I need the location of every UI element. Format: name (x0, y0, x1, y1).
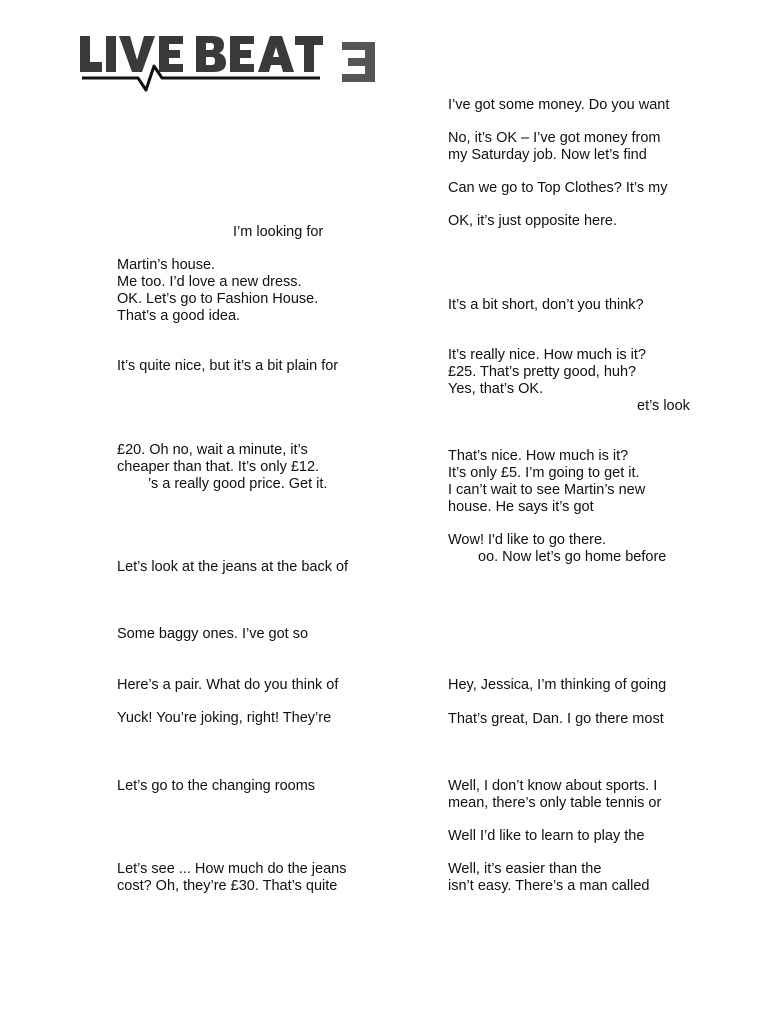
right-line-12: It’s only £5. I’m going to get it. (448, 465, 640, 481)
logo-number-three (342, 42, 375, 82)
right-line-11: That’s nice. How much is it? (448, 448, 629, 464)
right-line-5: OK, it’s just opposite here. (448, 213, 617, 229)
left-line-8: cheaper than that. It’s only £12. (117, 459, 320, 475)
right-line-17: Hey, Jessica, I’m thinking of going (448, 677, 667, 693)
left-line-11: Some baggy ones. I’ve got so (117, 626, 309, 642)
right-line-14: house. He says it’s got (448, 499, 594, 515)
logo-graphic (80, 30, 380, 100)
left-line-6: It’s quite nice, but it’s a bit plain for (117, 358, 339, 374)
left-line-14: Let’s go to the changing rooms (117, 778, 316, 794)
right-line-10: et’s look (637, 398, 690, 414)
left-line-10: Let’s look at the jeans at the back of (117, 559, 349, 575)
left-line-3: Me too. I’d love a new dress. (117, 274, 302, 290)
live-beat-logo (80, 30, 380, 100)
left-line-12: Here’s a pair. What do you think of (117, 677, 339, 693)
left-line-1: I’m looking for (233, 224, 324, 240)
right-line-13: I can’t wait to see Martin’s new (448, 482, 646, 498)
right-line-7: It’s really nice. How much is it? (448, 347, 646, 363)
right-line-20: mean, there’s only table tennis or (448, 795, 662, 811)
right-line-3: my Saturday job. Now let’s find (448, 147, 647, 163)
right-line-23: isn’t easy. There’s a man called (448, 878, 650, 894)
right-line-2: No, it’s OK – I’ve got money from (448, 130, 661, 146)
right-line-21: Well I’d like to learn to play the (448, 828, 645, 844)
right-line-19: Well, I don’t know about sports. I (448, 778, 658, 794)
left-line-9: ’s a really good price. Get it. (148, 476, 328, 492)
right-line-8: £25. That’s pretty good, huh? (448, 364, 637, 380)
right-line-6: It’s a bit short, don’t you think? (448, 297, 644, 313)
left-line-5: That’s a good idea. (117, 308, 241, 324)
logo-wordmark (80, 36, 323, 72)
right-line-15: Wow! I'd like to go there. (448, 532, 607, 548)
left-line-7: £20. Oh no, wait a minute, it’s (117, 442, 308, 458)
right-line-4: Can we go to Top Clothes? It’s my (448, 180, 668, 196)
left-line-2: Martin’s house. (117, 257, 216, 273)
right-line-22: Well, it’s easier than the (448, 861, 602, 877)
left-line-4: OK. Let’s go to Fashion House. (117, 291, 319, 307)
left-line-16: cost? Oh, they’re £30. That’s quite (117, 878, 338, 894)
right-line-18: That’s great, Dan. I go there most (448, 711, 664, 727)
left-line-13: Yuck! You’re joking, right! They’re (117, 710, 332, 726)
right-line-1: I’ve got some money. Do you want (448, 97, 670, 113)
left-line-15: Let’s see ... How much do the jeans (117, 861, 347, 877)
right-line-9: Yes, that’s OK. (448, 381, 544, 397)
right-line-16: oo. Now let’s go home before (478, 549, 667, 565)
